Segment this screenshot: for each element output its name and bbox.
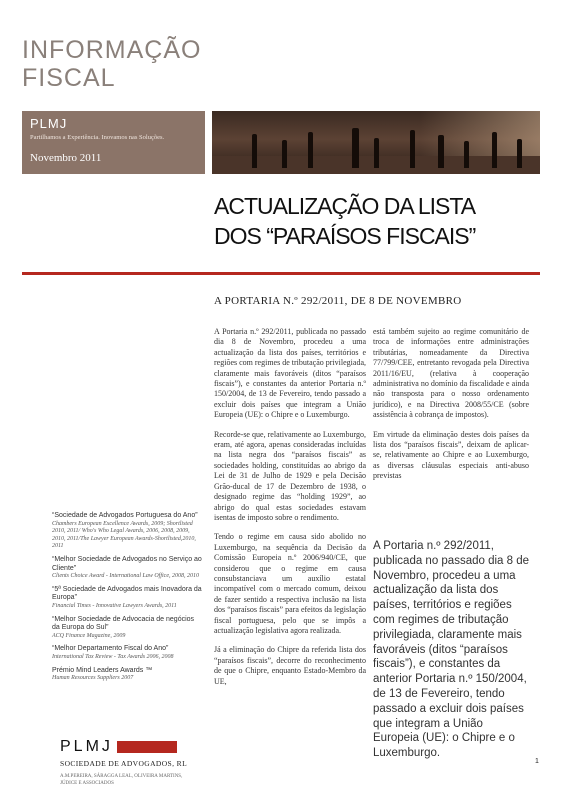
brand-banner: [22, 111, 205, 174]
paragraph: Em virtude da eliminação destes dois países da lista dos “paraísos fiscais”, deixam de aplicar-se, relativamente ao Chipre e ao Luxemburgo, as diversas cláusulas especiais anti-abuso previstas: [373, 429, 529, 481]
article-subhead: A PORTARIA N.º 292/2011, DE 8 DE NOVEMBRO: [214, 295, 462, 307]
award-title: “Melhor Sociedade de Advogados no Serviço ao Cliente”: [52, 555, 202, 572]
paragraph: está também sujeito ao regime comunitário de troca de informações entre administrações tributárias, nomeadamente da Directiva 77/799/CEE, entretanto revogada pela Directiva 2011/16/EU, (relativa à cooperação administrativa no domínio da fiscalidade e ainda não transposta para o nosso ordenamento jurídico), e na Directiva 2008/55/CE (sobre assistência à cobrança de impostos).: [373, 327, 529, 420]
award-source: Financial Times - Innovative Lawyers Awards, 2011: [52, 602, 177, 609]
article-headline: [214, 191, 475, 251]
award-item: [52, 586, 202, 611]
issue-date: Novembro 2011: [30, 152, 102, 164]
award-title: “5ª Sociedade de Advogados mais Inovadora da Europa”: [52, 585, 202, 602]
award-item: [52, 667, 202, 683]
award-title: “Melhor Sociedade de Advocacia de negócios da Europa do Sul”: [52, 615, 195, 632]
article-column-2: [373, 327, 529, 491]
award-source: Chambers European Excellence Awards, 2009; Shortlisted 2010, 2011/ Who's Who Legal Awards, 2006, 2008, 2009, 2010, 2011/The Lawyer European Awards-Shortlisted,2010, 2011: [52, 520, 196, 550]
award-source: ACQ Finance Magazine, 2009: [52, 632, 126, 639]
awards-list: [52, 512, 202, 688]
pull-quote: A Portaria n.º 292/2011, publicada no passado dia 8 de Novembro, procedeu a uma actualização da lista dos países, territórios e regiões com regimes de tributação privilegiada, claramente mais favoráveis (ditos “paraísos fiscais”), e constantes da anterior Portaria n.º 150/2004, de 13 de Fevereiro, tendo passado a excluir dois países que integram a União Europeia (UE): o Chipre e o Luxemburgo.: [373, 540, 530, 760]
title-line-2: FISCAL: [22, 64, 116, 92]
title-line-1: INFORMAÇÃO: [22, 36, 202, 64]
paragraph: Tendo o regime em causa sido abolido no Luxemburgo, na sequência da Decisão da Comissão Europeia n.º 2006/940/CE, que considerou que o regime em causa consubstanciava um auxílio estatal incompatível com o mercado comum, deixou de fazer sentido a respectiva inclusão na lista dos “paraísos fiscais” para efeitos da legislação fiscal portuguesa, pelo que se impôs a actualização legislativa agora realizada.: [214, 532, 366, 635]
firm-partners: A.M.PEREIRA, SÁRAGGA LEAL, OLIVEIRA MARTINS, JÚDICE E ASSOCIADOS: [60, 774, 183, 786]
award-title: “Sociedade de Advogados Portuguesa do Ano”: [52, 512, 198, 519]
header-photo: [212, 111, 540, 174]
firm-name: SOCIEDADE DE ADVOGADOS, RL: [60, 759, 188, 769]
award-item: [52, 556, 202, 581]
firm-logo: [60, 738, 190, 787]
paragraph: Já a eliminação do Chipre da referida lista dos “paraísos fiscais”, decorre do reconhecimento de que o Chipre, enquanto Estado-Membro da UE,: [214, 645, 366, 686]
page-number: 1: [535, 758, 539, 765]
award-source: Clients Choice Award - International Law Office, 2008, 2010: [52, 573, 199, 580]
award-item: [52, 645, 202, 661]
award-title: Prémio Mind Leaders Awards ™: [52, 666, 153, 674]
award-title: “Melhor Departamento Fiscal do Ano”: [52, 645, 169, 653]
logo-wordmark: PLMJ: [60, 738, 113, 756]
section-divider: [22, 272, 540, 275]
award-source: International Tax Review - Tax Awards 2006, 2008: [52, 653, 174, 660]
publication-title: [22, 36, 201, 92]
paragraph: Recorde-se que, relativamente ao Luxemburgo, eram, até agora, apenas consideradas incluídas na lista negra dos “paraísos fiscais” as sociedades holding, constituídas ao abrigo da Lei de 31 de Julho de 1929 e pela Decisão Grão-ducal de 17 de Dezembro de 1938, o designado regime das “holding 1929”, ao abrigo do qual estas sociedades estavam isentas de imposto sobre o rendimento.: [214, 429, 366, 522]
brand-tagline: Partilhamos a Experiência. Inovamos nas Soluções.: [30, 134, 165, 141]
logo-bar: [117, 741, 177, 753]
headline-line-2: DOS “PARAÍSOS FISCAIS”: [214, 223, 476, 249]
headline-line-1: ACTUALIZAÇÃO DA LISTA: [214, 193, 476, 219]
award-source: Human Resources Suppliers 2007: [52, 675, 134, 682]
article-column-1: [214, 327, 366, 696]
award-item: [52, 512, 202, 551]
paragraph: A Portaria n.º 292/2011, publicada no passado dia 8 de Novembro, procedeu a uma actualização da lista dos países, territórios e regiões com regimes de tributação privilegiada, claramente mais favoráveis (ditos “paraísos fiscais”), e constantes da anterior Portaria n.º 150/2004, de 13 de Fevereiro, tendo passado a excluir dois países que integram a União Europeia (UE): o Chipre e o Luxemburgo.: [214, 327, 366, 420]
brand-name: PLMJ: [30, 116, 68, 131]
award-item: [52, 616, 202, 641]
